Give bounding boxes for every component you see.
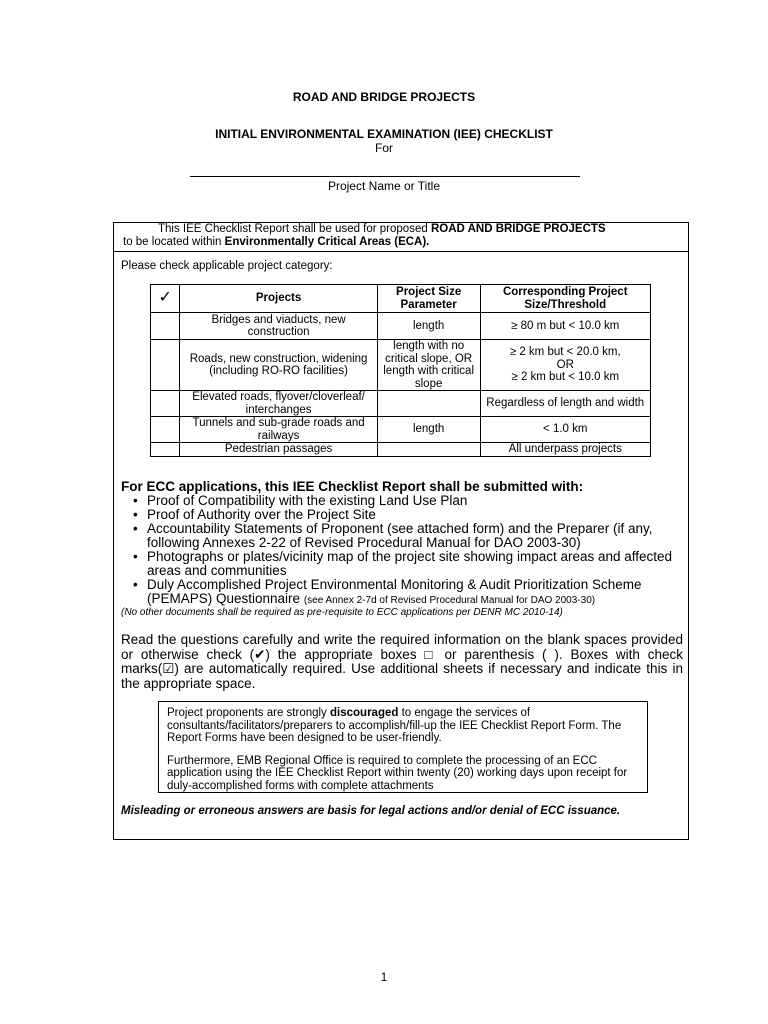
- row-checkbox[interactable]: [151, 313, 180, 340]
- row-project: [180, 340, 377, 391]
- notice-text: Project proponents are strongly: [167, 707, 331, 719]
- checklist-box: [113, 222, 689, 840]
- col-header-threshold: Corresponding Project Size/Threshold: [480, 285, 651, 313]
- notice-bold: discouraged: [330, 707, 399, 719]
- row-checkbox[interactable]: [151, 417, 180, 443]
- ecc-note: (No other documents shall be required as pre-requisite to ECC applications per DENR MC 2010-14): [121, 607, 563, 618]
- table-header-row: [151, 285, 651, 313]
- notice-text: to engage the services of consultants/facilitators/preparers to accomplish/fill-up the IEE Checklist Report Form. The Report Forms have been designed to be user-friendly.: [167, 707, 622, 744]
- row-checkbox[interactable]: [151, 443, 180, 457]
- row-threshold: ≥ 80 m but < 10.0 km: [480, 313, 651, 340]
- project-category-table: [150, 284, 651, 457]
- warning-statement: Misleading or erroneous answers are basis for legal actions and/or denial of ECC issuance.: [121, 805, 621, 817]
- row-threshold-line: OR: [556, 358, 574, 371]
- intro-line-1: [158, 223, 606, 236]
- list-item: • Photographs or plates/vicinity map of the project site showing impact areas and affected areas and communities: [141, 550, 701, 578]
- row-threshold: Regardless of length and width: [480, 391, 651, 417]
- intro-line-2: [123, 236, 429, 249]
- ecc-requirements-heading: For ECC applications, this IEE Checklist Report shall be submitted with:: [121, 479, 584, 494]
- list-item-text: Duly Accomplished Project Environmental Monitoring & Audit Prioritization Scheme (PEMAPS) Questionnaire: [147, 577, 642, 606]
- notice-box: [158, 701, 648, 793]
- table-row: [151, 313, 651, 340]
- check-mark-icon: ✓: [151, 285, 180, 313]
- notice-paragraph-1: [167, 707, 639, 745]
- list-item: [141, 578, 701, 608]
- project-name-caption: Project Name or Title: [327, 179, 441, 193]
- table-row: [151, 391, 651, 417]
- intro-text: This IEE Checklist Report shall be used for proposed: [158, 223, 431, 235]
- row-threshold-line: ≥ 2 km but < 10.0 km: [511, 371, 620, 384]
- row-threshold: [480, 340, 651, 391]
- ecc-requirements-list: [121, 494, 701, 608]
- row-size: length: [377, 417, 480, 443]
- table-row: [151, 417, 651, 443]
- row-project: Elevated roads, flyover/cloverleaf/ interchanges: [180, 391, 377, 417]
- category-instruction: Please check applicable project category:: [121, 260, 333, 272]
- list-item: • Accountability Statements of Proponent (see attached form) and the Preparer (if any, following Annexes 2-22 of Revised Procedural Manual for DAO 2003-30): [141, 522, 701, 550]
- row-checkbox[interactable]: [151, 391, 180, 417]
- row-project: Bridges and viaducts, new construction: [180, 313, 377, 340]
- row-project: Tunnels and sub-grade roads and railways: [180, 417, 377, 443]
- list-item-annex-note: (see Annex 2-7d of Revised Procedural Manual for DAO 2003-30): [303, 595, 596, 606]
- col-header-size: Project Size Parameter: [377, 285, 480, 313]
- document-subtitle: INITIAL ENVIRONMENTAL EXAMINATION (IEE) CHECKLIST: [215, 127, 553, 141]
- row-checkbox[interactable]: [151, 340, 180, 391]
- row-threshold-line: ≥ 2 km but < 20.0 km,: [509, 346, 621, 359]
- row-threshold: All underpass projects: [480, 443, 651, 457]
- row-size: [377, 443, 480, 457]
- intro-bold-eca: Environmentally Critical Areas (ECA).: [224, 236, 430, 248]
- row-size: length with no critical slope, OR length with critical slope: [377, 340, 480, 391]
- row-project: Pedestrian passages: [180, 443, 377, 457]
- notice-paragraph-2: Furthermore, EMB Regional Office is required to complete the processing of an ECC application using the IEE Checklist Report within twenty (20) working days upon receipt for duly-accomplished forms with complete attachments: [167, 754, 628, 792]
- list-item: • Proof of Authority over the Project Site: [141, 508, 701, 522]
- document-title: ROAD AND BRIDGE PROJECTS: [292, 90, 476, 104]
- intro-bold-category: ROAD AND BRIDGE PROJECTS: [430, 223, 606, 235]
- page-number: 1: [380, 970, 388, 984]
- list-item: • Proof of Compatibility with the existing Land Use Plan: [141, 494, 701, 508]
- for-label: For: [375, 141, 393, 155]
- row-project-line: Roads, new construction, widening: [189, 352, 368, 365]
- intro-row: [114, 223, 688, 252]
- row-project-line: (including RO-RO facilities): [209, 365, 348, 377]
- table-row: [151, 443, 651, 457]
- table-row: [151, 340, 651, 391]
- row-size: length: [377, 313, 480, 340]
- col-header-projects: Projects: [180, 285, 377, 313]
- row-threshold: < 1.0 km: [480, 417, 651, 443]
- row-size: [377, 391, 480, 417]
- instructions-paragraph: Read the questions carefully and write the required information on the blank spaces provided or otherwise check (✔) the appropriate boxes □ or parenthesis ( ). Boxes with check marks(☑) are automatically required. Use additional sheets if necessary and indicate this in the appropriate space.: [121, 632, 683, 691]
- project-name-line[interactable]: [190, 176, 580, 177]
- intro-text-2: to be located within: [123, 236, 225, 248]
